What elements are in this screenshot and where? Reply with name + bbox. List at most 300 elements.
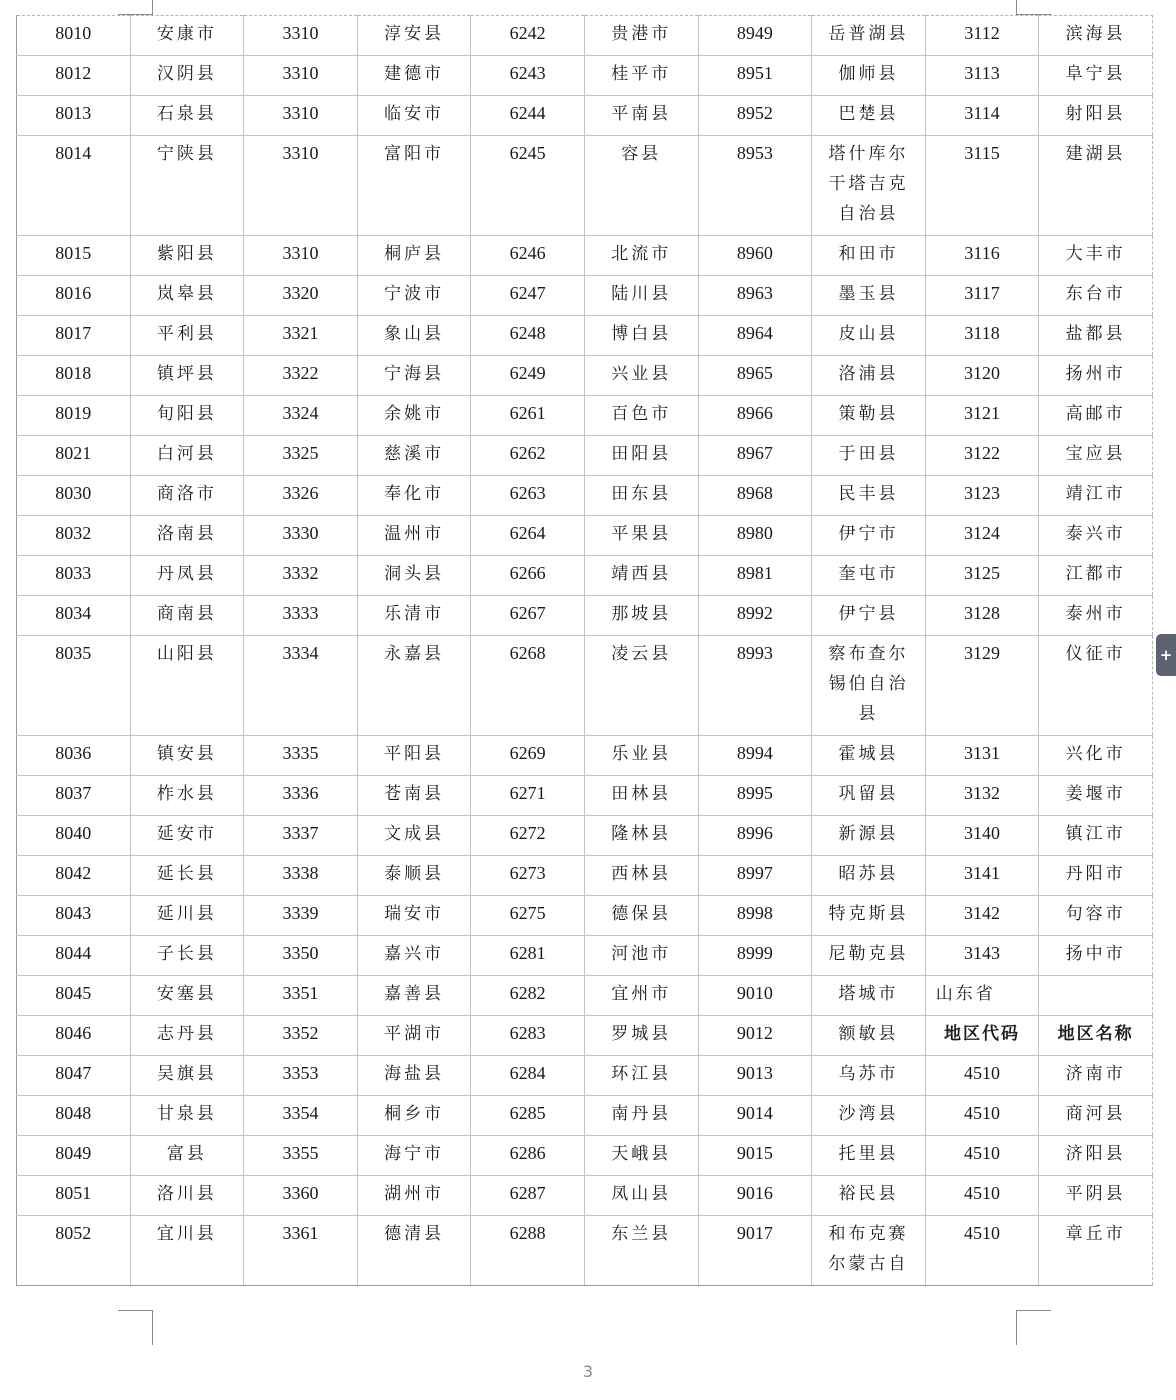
region-name-cell: 沙湾县 (812, 1096, 926, 1136)
region-name-cell: 巩留县 (812, 776, 926, 816)
region-name-cell: 宝应县 (1039, 436, 1153, 476)
region-name-cell: 霍城县 (812, 736, 926, 776)
region-code-cell: 8997 (698, 856, 812, 896)
region-name-cell: 扬州市 (1039, 356, 1153, 396)
region-name-cell: 乐清市 (357, 596, 471, 636)
region-code-cell: 6245 (471, 136, 585, 236)
table-row (17, 476, 1153, 516)
region-name-cell: 江都市 (1039, 556, 1153, 596)
crop-mark-bottom-left (118, 1310, 153, 1345)
region-name-cell: 温州市 (357, 516, 471, 556)
region-name-cell: 阜宁县 (1039, 56, 1153, 96)
table-row (17, 16, 1153, 56)
table-cell-empty (1039, 976, 1153, 1016)
table-row (17, 316, 1153, 356)
region-name-cell: 洛南县 (130, 516, 244, 556)
region-name-cell: 临安市 (357, 96, 471, 136)
region-name-cell: 余姚市 (357, 396, 471, 436)
region-name-cell: 扬中市 (1039, 936, 1153, 976)
region-name-cell: 紫阳县 (130, 236, 244, 276)
table-row (17, 396, 1153, 436)
region-name-cell: 和布克赛尔蒙古自 (812, 1216, 926, 1286)
region-name-cell: 奎屯市 (812, 556, 926, 596)
region-code-cell: 8012 (17, 56, 131, 96)
region-code-cell: 3132 (925, 776, 1039, 816)
region-code-cell: 3113 (925, 56, 1039, 96)
region-code-cell: 4510 (925, 1216, 1039, 1286)
region-name-cell: 额敏县 (812, 1016, 926, 1056)
region-name-cell: 泰顺县 (357, 856, 471, 896)
region-name-cell: 句容市 (1039, 896, 1153, 936)
region-code-cell: 8037 (17, 776, 131, 816)
region-code-cell: 6244 (471, 96, 585, 136)
region-name-cell: 嘉兴市 (357, 936, 471, 976)
table-row (17, 636, 1153, 736)
region-name-cell: 宁陕县 (130, 136, 244, 236)
region-code-cell: 8965 (698, 356, 812, 396)
region-name-cell: 平果县 (584, 516, 698, 556)
region-code-cell: 3354 (244, 1096, 358, 1136)
region-code-cell: 3361 (244, 1216, 358, 1286)
table-row (17, 276, 1153, 316)
region-code-cell: 3338 (244, 856, 358, 896)
region-name-cell: 盐都县 (1039, 316, 1153, 356)
region-code-cell: 6243 (471, 56, 585, 96)
region-code-cell: 8949 (698, 16, 812, 56)
table-row (17, 56, 1153, 96)
region-name-cell: 平利县 (130, 316, 244, 356)
region-code-cell: 8021 (17, 436, 131, 476)
region-code-cell: 3336 (244, 776, 358, 816)
region-code-cell: 8964 (698, 316, 812, 356)
table-row (17, 136, 1153, 236)
region-code-cell: 3337 (244, 816, 358, 856)
region-code-cell: 8052 (17, 1216, 131, 1286)
region-code-cell: 8995 (698, 776, 812, 816)
region-code-table-body (17, 16, 1153, 1286)
region-name-cell: 商南县 (130, 596, 244, 636)
region-name-cell: 策勒县 (812, 396, 926, 436)
region-code-cell: 6285 (471, 1096, 585, 1136)
region-code-cell: 6248 (471, 316, 585, 356)
region-code-cell: 8040 (17, 816, 131, 856)
region-name-cell: 丹凤县 (130, 556, 244, 596)
region-code-cell: 6288 (471, 1216, 585, 1286)
crop-mark-bottom-right (1016, 1310, 1051, 1345)
table-row (17, 1016, 1153, 1056)
region-code-cell: 8998 (698, 896, 812, 936)
region-name-cell: 洞头县 (357, 556, 471, 596)
region-name-cell: 西林县 (584, 856, 698, 896)
region-name-cell: 容县 (584, 136, 698, 236)
region-name-cell: 山阳县 (130, 636, 244, 736)
region-code-cell: 3339 (244, 896, 358, 936)
region-code-cell: 8963 (698, 276, 812, 316)
region-code-cell: 8016 (17, 276, 131, 316)
region-name-cell: 富阳市 (357, 136, 471, 236)
region-name-cell: 安塞县 (130, 976, 244, 1016)
region-name-cell: 洛川县 (130, 1176, 244, 1216)
region-code-cell: 6287 (471, 1176, 585, 1216)
region-name-cell: 滨海县 (1039, 16, 1153, 56)
region-code-cell: 8032 (17, 516, 131, 556)
table-row (17, 1176, 1153, 1216)
expand-panel-button[interactable] (1156, 634, 1176, 676)
table-row (17, 856, 1153, 896)
region-code-cell: 4510 (925, 1136, 1039, 1176)
region-name-cell: 泰州市 (1039, 596, 1153, 636)
region-name-cell: 子长县 (130, 936, 244, 976)
region-name-cell: 文成县 (357, 816, 471, 856)
region-name-cell: 田东县 (584, 476, 698, 516)
region-code-cell: 8952 (698, 96, 812, 136)
region-code-cell: 9010 (698, 976, 812, 1016)
region-code-cell: 3321 (244, 316, 358, 356)
region-code-cell: 3334 (244, 636, 358, 736)
region-code-cell: 6275 (471, 896, 585, 936)
region-code-cell: 6286 (471, 1136, 585, 1176)
table-row (17, 816, 1153, 856)
region-name-cell: 塔什库尔干塔吉克自治县 (812, 136, 926, 236)
region-code-cell: 8034 (17, 596, 131, 636)
region-code-cell: 3360 (244, 1176, 358, 1216)
region-code-cell: 3140 (925, 816, 1039, 856)
region-name-cell: 德保县 (584, 896, 698, 936)
region-code-cell: 4510 (925, 1096, 1039, 1136)
region-code-cell: 6271 (471, 776, 585, 816)
region-code-cell: 3129 (925, 636, 1039, 736)
region-code-cell: 6269 (471, 736, 585, 776)
crop-mark-top-right (1016, 0, 1051, 15)
region-code-cell: 3143 (925, 936, 1039, 976)
region-name-cell: 尼勒克县 (812, 936, 926, 976)
region-code-cell: 8048 (17, 1096, 131, 1136)
region-name-cell: 凌云县 (584, 636, 698, 736)
region-name-cell: 柞水县 (130, 776, 244, 816)
table-row (17, 736, 1153, 776)
region-name-cell: 伊宁市 (812, 516, 926, 556)
section-title-cell: 山东省 (925, 976, 1039, 1016)
column-header-name: 地区名称 (1039, 1016, 1153, 1056)
region-name-cell: 环江县 (584, 1056, 698, 1096)
region-name-cell: 章丘市 (1039, 1216, 1153, 1286)
region-code-cell: 8047 (17, 1056, 131, 1096)
region-name-cell: 托里县 (812, 1136, 926, 1176)
region-code-cell: 3333 (244, 596, 358, 636)
region-name-cell: 东台市 (1039, 276, 1153, 316)
table-row (17, 236, 1153, 276)
region-code-cell: 6242 (471, 16, 585, 56)
region-name-cell: 田阳县 (584, 436, 698, 476)
region-code-cell: 3118 (925, 316, 1039, 356)
region-code-cell: 8953 (698, 136, 812, 236)
page-number: 3 (582, 1362, 594, 1381)
region-code-cell: 8994 (698, 736, 812, 776)
region-name-cell: 宜州市 (584, 976, 698, 1016)
region-code-cell: 8014 (17, 136, 131, 236)
region-name-cell: 慈溪市 (357, 436, 471, 476)
region-name-cell: 延安市 (130, 816, 244, 856)
region-name-cell: 宁海县 (357, 356, 471, 396)
region-name-cell: 嘉善县 (357, 976, 471, 1016)
region-name-cell: 镇安县 (130, 736, 244, 776)
table-row (17, 936, 1153, 976)
region-code-cell: 3332 (244, 556, 358, 596)
region-code-cell: 3115 (925, 136, 1039, 236)
region-name-cell: 凤山县 (584, 1176, 698, 1216)
region-name-cell: 苍南县 (357, 776, 471, 816)
region-code-cell: 6246 (471, 236, 585, 276)
region-code-cell: 6272 (471, 816, 585, 856)
region-code-cell: 3310 (244, 236, 358, 276)
region-code-cell: 6267 (471, 596, 585, 636)
region-code-cell: 8999 (698, 936, 812, 976)
region-code-cell: 3350 (244, 936, 358, 976)
region-code-cell: 3351 (244, 976, 358, 1016)
region-name-cell: 塔城市 (812, 976, 926, 1016)
region-code-cell: 3310 (244, 56, 358, 96)
region-name-cell: 东兰县 (584, 1216, 698, 1286)
region-name-cell: 白河县 (130, 436, 244, 476)
region-code-cell: 8019 (17, 396, 131, 436)
region-code-cell: 8033 (17, 556, 131, 596)
table-row (17, 896, 1153, 936)
region-name-cell: 博白县 (584, 316, 698, 356)
region-code-cell: 8044 (17, 936, 131, 976)
region-code-cell: 3322 (244, 356, 358, 396)
table-row (17, 976, 1153, 1016)
region-code-cell: 4510 (925, 1176, 1039, 1216)
region-code-cell: 3125 (925, 556, 1039, 596)
region-name-cell: 岚皋县 (130, 276, 244, 316)
region-code-cell: 9016 (698, 1176, 812, 1216)
region-code-cell: 6261 (471, 396, 585, 436)
region-code-cell: 8951 (698, 56, 812, 96)
region-name-cell: 岳普湖县 (812, 16, 926, 56)
region-name-cell: 宜川县 (130, 1216, 244, 1286)
region-code-cell: 3352 (244, 1016, 358, 1056)
region-code-cell: 9017 (698, 1216, 812, 1286)
region-code-cell: 8035 (17, 636, 131, 736)
region-name-cell: 靖西县 (584, 556, 698, 596)
region-code-cell: 3310 (244, 136, 358, 236)
region-name-cell: 巴楚县 (812, 96, 926, 136)
region-code-cell: 8993 (698, 636, 812, 736)
region-code-cell: 3124 (925, 516, 1039, 556)
region-name-cell: 南丹县 (584, 1096, 698, 1136)
region-code-cell: 3353 (244, 1056, 358, 1096)
region-name-cell: 特克斯县 (812, 896, 926, 936)
region-code-cell: 3142 (925, 896, 1039, 936)
region-name-cell: 平阳县 (357, 736, 471, 776)
region-name-cell: 宁波市 (357, 276, 471, 316)
region-name-cell: 田林县 (584, 776, 698, 816)
region-code-cell: 3355 (244, 1136, 358, 1176)
region-code-cell: 6263 (471, 476, 585, 516)
table-row (17, 596, 1153, 636)
region-name-cell: 于田县 (812, 436, 926, 476)
region-name-cell: 伽师县 (812, 56, 926, 96)
region-name-cell: 奉化市 (357, 476, 471, 516)
region-code-cell: 3335 (244, 736, 358, 776)
region-name-cell: 民丰县 (812, 476, 926, 516)
region-code-cell: 4510 (925, 1056, 1039, 1096)
region-code-cell: 3121 (925, 396, 1039, 436)
region-name-cell: 镇坪县 (130, 356, 244, 396)
region-name-cell: 射阳县 (1039, 96, 1153, 136)
region-code-cell: 8015 (17, 236, 131, 276)
table-row (17, 1216, 1153, 1286)
region-code-cell: 3122 (925, 436, 1039, 476)
region-name-cell: 靖江市 (1039, 476, 1153, 516)
region-name-cell: 海宁市 (357, 1136, 471, 1176)
region-name-cell: 吴旗县 (130, 1056, 244, 1096)
region-code-cell: 6249 (471, 356, 585, 396)
region-name-cell: 昭苏县 (812, 856, 926, 896)
region-name-cell: 延长县 (130, 856, 244, 896)
region-code-cell: 9013 (698, 1056, 812, 1096)
region-name-cell: 德清县 (357, 1216, 471, 1286)
region-code-cell: 8996 (698, 816, 812, 856)
region-name-cell: 永嘉县 (357, 636, 471, 736)
region-code-cell: 3320 (244, 276, 358, 316)
region-code-cell: 8036 (17, 736, 131, 776)
region-name-cell: 天峨县 (584, 1136, 698, 1176)
region-code-cell: 3131 (925, 736, 1039, 776)
region-code-cell: 3324 (244, 396, 358, 436)
region-code-cell: 6247 (471, 276, 585, 316)
region-code-cell: 6268 (471, 636, 585, 736)
region-code-cell: 8960 (698, 236, 812, 276)
region-name-cell: 安康市 (130, 16, 244, 56)
region-name-cell: 隆林县 (584, 816, 698, 856)
region-code-cell: 6283 (471, 1016, 585, 1056)
region-name-cell: 乐业县 (584, 736, 698, 776)
region-name-cell: 察布查尔锡伯自治县 (812, 636, 926, 736)
region-code-cell: 8045 (17, 976, 131, 1016)
region-code-cell: 8966 (698, 396, 812, 436)
region-code-cell: 6284 (471, 1056, 585, 1096)
table-row (17, 1056, 1153, 1096)
region-code-cell: 3325 (244, 436, 358, 476)
region-code-cell: 3141 (925, 856, 1039, 896)
region-name-cell: 兴化市 (1039, 736, 1153, 776)
region-code-cell: 3123 (925, 476, 1039, 516)
region-name-cell: 旬阳县 (130, 396, 244, 436)
region-code-cell: 3117 (925, 276, 1039, 316)
region-code-cell: 3112 (925, 16, 1039, 56)
region-name-cell: 泰兴市 (1039, 516, 1153, 556)
region-name-cell: 瑞安市 (357, 896, 471, 936)
table-row (17, 776, 1153, 816)
region-code-cell: 8018 (17, 356, 131, 396)
region-name-cell: 平南县 (584, 96, 698, 136)
region-code-cell: 8967 (698, 436, 812, 476)
table-row (17, 96, 1153, 136)
region-code-cell: 8980 (698, 516, 812, 556)
region-name-cell: 镇江市 (1039, 816, 1153, 856)
region-code-cell: 3128 (925, 596, 1039, 636)
table-row (17, 1096, 1153, 1136)
region-name-cell: 延川县 (130, 896, 244, 936)
region-code-cell: 9014 (698, 1096, 812, 1136)
table-row (17, 516, 1153, 556)
region-code-cell: 6273 (471, 856, 585, 896)
region-name-cell: 河池市 (584, 936, 698, 976)
region-name-cell: 商洛市 (130, 476, 244, 516)
region-code-cell: 8013 (17, 96, 131, 136)
region-name-cell: 平湖市 (357, 1016, 471, 1056)
region-name-cell: 淳安县 (357, 16, 471, 56)
region-name-cell: 象山县 (357, 316, 471, 356)
region-name-cell: 乌苏市 (812, 1056, 926, 1096)
table-row (17, 356, 1153, 396)
region-name-cell: 桂平市 (584, 56, 698, 96)
region-code-table (16, 15, 1153, 1286)
table-row (17, 1136, 1153, 1176)
region-code-cell: 3310 (244, 16, 358, 56)
region-name-cell: 和田市 (812, 236, 926, 276)
region-code-cell: 8981 (698, 556, 812, 596)
region-name-cell: 那坡县 (584, 596, 698, 636)
region-code-cell: 3120 (925, 356, 1039, 396)
region-name-cell: 丹阳市 (1039, 856, 1153, 896)
region-code-cell: 8043 (17, 896, 131, 936)
region-name-cell: 大丰市 (1039, 236, 1153, 276)
region-code-cell: 8968 (698, 476, 812, 516)
region-code-cell: 6264 (471, 516, 585, 556)
region-name-cell: 平阴县 (1039, 1176, 1153, 1216)
region-code-cell: 8042 (17, 856, 131, 896)
region-name-cell: 姜堰市 (1039, 776, 1153, 816)
region-name-cell: 新源县 (812, 816, 926, 856)
region-name-cell: 商河县 (1039, 1096, 1153, 1136)
region-code-cell: 8992 (698, 596, 812, 636)
table-row (17, 436, 1153, 476)
region-name-cell: 北流市 (584, 236, 698, 276)
region-name-cell: 伊宁县 (812, 596, 926, 636)
region-name-cell: 陆川县 (584, 276, 698, 316)
region-code-cell: 6281 (471, 936, 585, 976)
region-name-cell: 仪征市 (1039, 636, 1153, 736)
region-code-cell: 6282 (471, 976, 585, 1016)
region-code-cell: 3114 (925, 96, 1039, 136)
region-name-cell: 汉阴县 (130, 56, 244, 96)
region-code-cell: 3326 (244, 476, 358, 516)
region-name-cell: 裕民县 (812, 1176, 926, 1216)
plus-icon: + (1159, 646, 1173, 664)
region-name-cell: 桐乡市 (357, 1096, 471, 1136)
region-code-cell: 9015 (698, 1136, 812, 1176)
region-code-cell: 8030 (17, 476, 131, 516)
region-name-cell: 洛浦县 (812, 356, 926, 396)
region-name-cell: 墨玉县 (812, 276, 926, 316)
crop-mark-top-left (118, 0, 153, 15)
region-name-cell: 石泉县 (130, 96, 244, 136)
region-name-cell: 高邮市 (1039, 396, 1153, 436)
region-name-cell: 建德市 (357, 56, 471, 96)
column-header-code: 地区代码 (925, 1016, 1039, 1056)
region-name-cell: 海盐县 (357, 1056, 471, 1096)
region-name-cell: 贵港市 (584, 16, 698, 56)
region-code-cell: 9012 (698, 1016, 812, 1056)
region-name-cell: 济南市 (1039, 1056, 1153, 1096)
region-code-cell: 8046 (17, 1016, 131, 1056)
region-code-cell: 8010 (17, 16, 131, 56)
region-code-cell: 8049 (17, 1136, 131, 1176)
region-code-cell: 3330 (244, 516, 358, 556)
region-code-cell: 6266 (471, 556, 585, 596)
